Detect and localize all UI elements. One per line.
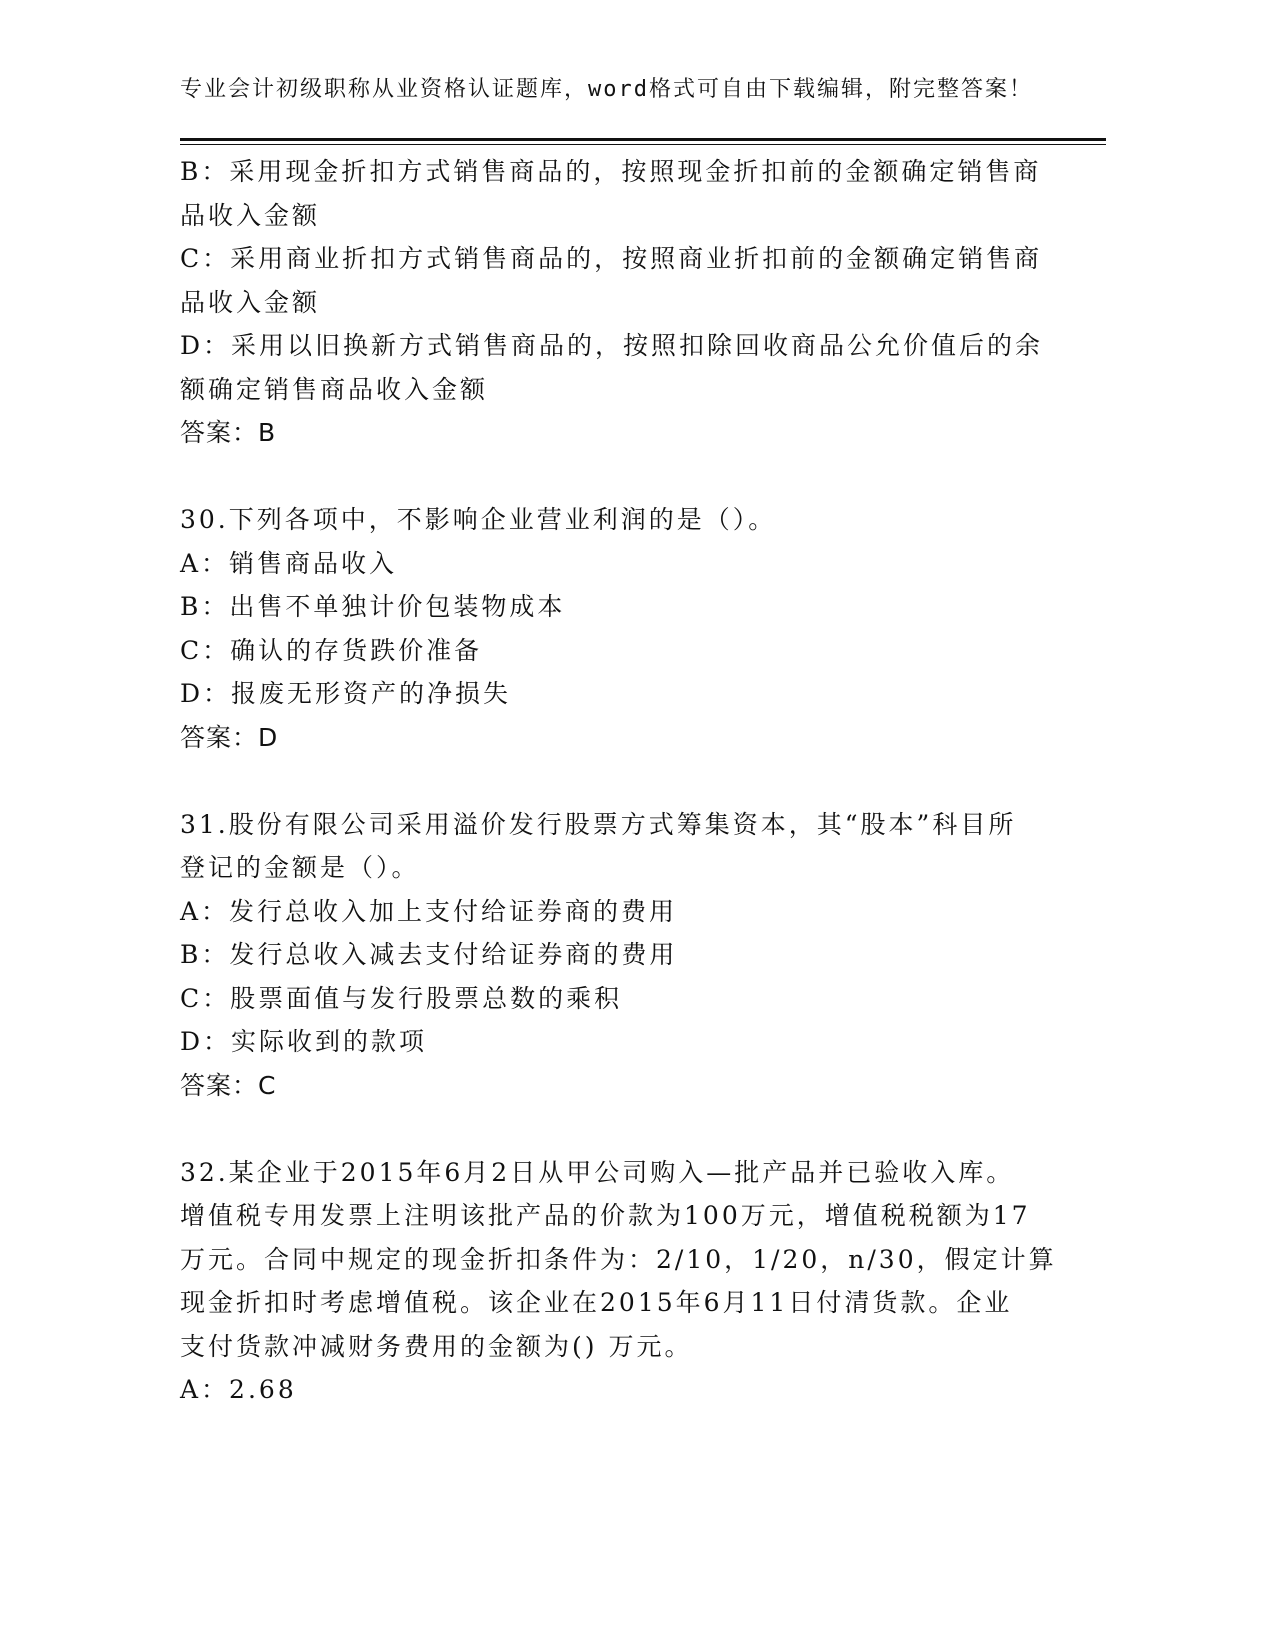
option-d: D：报废无形资产的净损失 (180, 679, 512, 708)
option-d-continued: 额确定销售商品收入金额 (180, 374, 489, 404)
question-stem-continued: 万元。合同中规定的现金折扣条件为：2/10，1/20，n/30，假定计算 (180, 1244, 1057, 1274)
question-31 (180, 803, 1040, 1108)
document-body (180, 150, 1057, 1412)
page-header: 专业会计初级职称从业资格认证题库，word格式可自由下载编辑，附完整答案！ (180, 77, 1033, 102)
spacer (180, 759, 1040, 803)
question-30 (180, 498, 1040, 759)
spacer (180, 1107, 1040, 1151)
answer: 答案：B (180, 418, 277, 447)
question-stem-continued: 支付货款冲减财务费用的金额为() 万元。 (180, 1331, 693, 1361)
question-stem: 30.下列各项中，不影响企业营业利润的是（）。 (180, 505, 777, 534)
question-32 (180, 1151, 1057, 1412)
answer: 答案：C (180, 1070, 277, 1100)
option-b: B：发行总收入减去支付给证券商的费用 (180, 940, 678, 969)
option-a: A：2.68 (180, 1375, 297, 1404)
option-b-continued: 品收入金额 (180, 200, 321, 230)
option-d: D：实际收到的款项 (180, 1027, 428, 1056)
option-c: C：股票面值与发行股票总数的乘积 (180, 983, 623, 1013)
option-d: D：采用以旧换新方式销售商品的，按照扣除回收商品公允价值后的余 (180, 331, 1044, 360)
option-b: B：采用现金折扣方式销售商品的，按照现金折扣前的金额确定销售商 (180, 157, 1042, 186)
question-stem: 31.股份有限公司采用溢价发行股票方式筹集资本，其“股本”科目所 (180, 809, 1017, 839)
question-29-tail (180, 150, 1044, 455)
option-c: C：采用商业折扣方式销售商品的，按照商业折扣前的金额确定销售商 (180, 244, 1043, 273)
header-divider-thick (180, 138, 1106, 141)
question-stem-continued: 现金折扣时考虑增值税。该企业在2015年6月11日付清货款。企业 (180, 1288, 1013, 1317)
answer: 答案：D (180, 722, 279, 752)
option-a: A：销售商品收入 (180, 548, 398, 578)
option-c-continued: 品收入金额 (180, 287, 321, 317)
option-c: C：确认的存货跌价准备 (180, 635, 483, 665)
header-divider-thin (180, 144, 1106, 145)
question-stem-continued: 增值税专用发票上注明该批产品的价款为100万元，增值税税额为17 (180, 1201, 1031, 1230)
question-stem: 32.某企业于2015年6月2日从甲公司购入—批产品并已验收入库。 (180, 1157, 1015, 1187)
spacer (180, 455, 1040, 499)
question-stem-continued: 登记的金额是（）。 (180, 853, 420, 882)
option-b: B：出售不单独计价包装物成本 (180, 592, 566, 621)
option-a: A：发行总收入加上支付给证券商的费用 (180, 896, 678, 926)
